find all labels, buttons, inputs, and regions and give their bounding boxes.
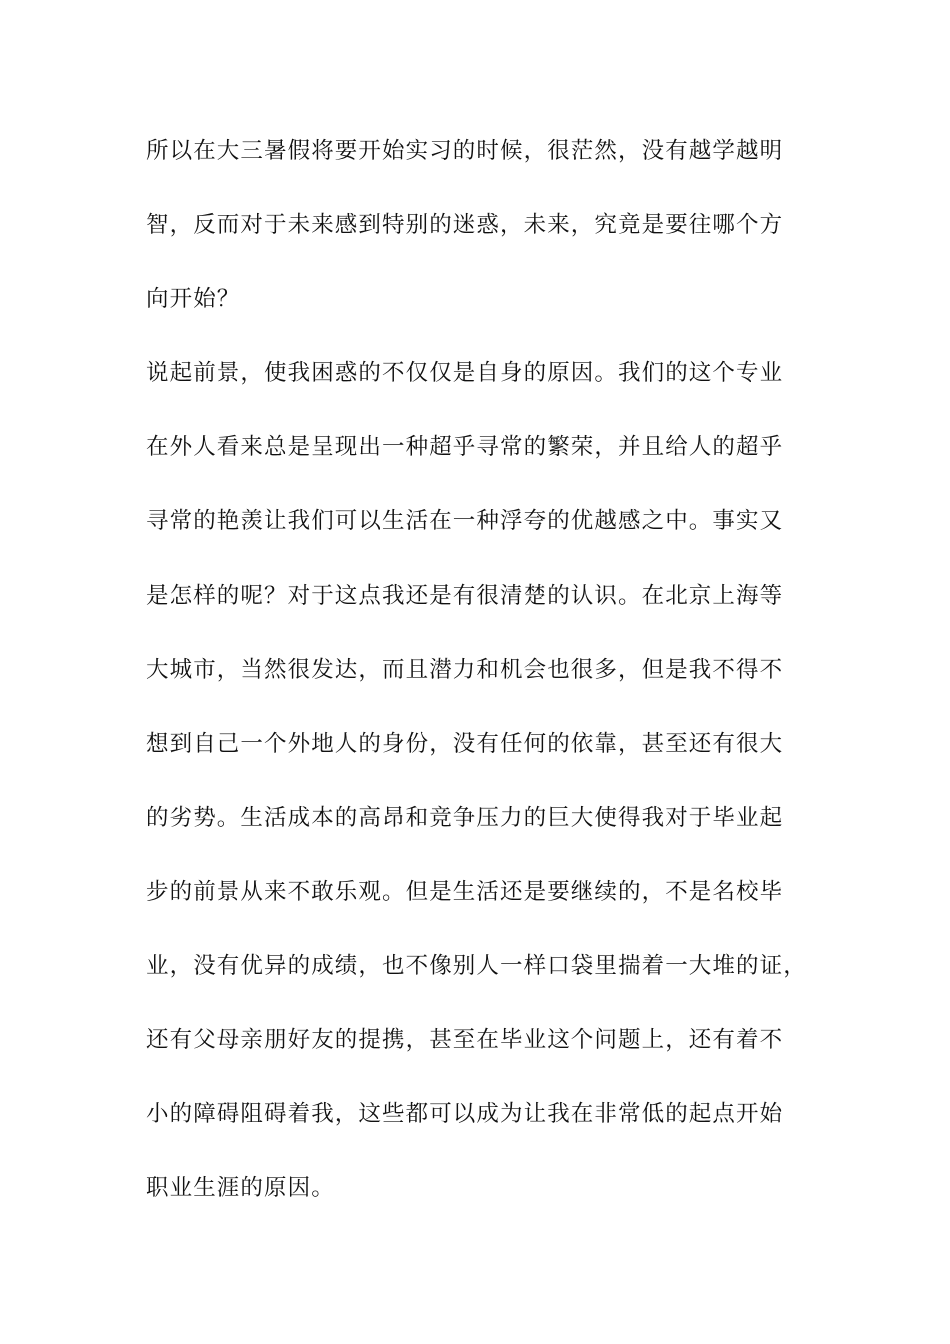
- text-line: 智，反而对于未来感到特别的迷惑，未来，究竟是要往哪个方: [146, 212, 784, 239]
- text-line: 的劣势。生活成本的高昂和竞争压力的巨大使得我对于毕业起: [146, 804, 784, 831]
- text-line: 职业生涯的原因。: [146, 1175, 335, 1202]
- text-line: 向开始？: [146, 286, 241, 313]
- text-line: 大城市，当然很发达，而且潜力和机会也很多，但是我不得不: [146, 656, 784, 683]
- text-line: 业，没有优异的成绩，也不像别人一样口袋里揣着一大堆的证，: [146, 953, 807, 980]
- text-line: 寻常的艳羡让我们可以生活在一种浮夸的优越感之中。事实又: [146, 508, 784, 535]
- text-line: 所以在大三暑假将要开始实习的时候，很茫然，没有越学越明: [146, 138, 784, 164]
- text-line: 还有父母亲朋好友的提携，甚至在毕业这个问题上，还有着不: [146, 1027, 784, 1054]
- text-line: 说起前景，使我困惑的不仅仅是自身的原因。我们的这个专业: [146, 360, 784, 387]
- text-line: 在外人看来总是呈现出一种超乎寻常的繁荣，并且给人的超乎: [146, 434, 784, 461]
- text-line: 是怎样的呢？对于这点我还是有很清楚的认识。在北京上海等: [146, 582, 784, 609]
- body-text: [146, 128, 826, 1239]
- text-line: 小的障碍阻碍着我，这些都可以成为让我在非常低的起点开始: [146, 1101, 784, 1128]
- text-line: 想到自己一个外地人的身份，没有任何的依靠，甚至还有很大: [146, 730, 784, 757]
- text-line: 步的前景从来不敢乐观。但是生活还是要继续的，不是名校毕: [146, 878, 784, 905]
